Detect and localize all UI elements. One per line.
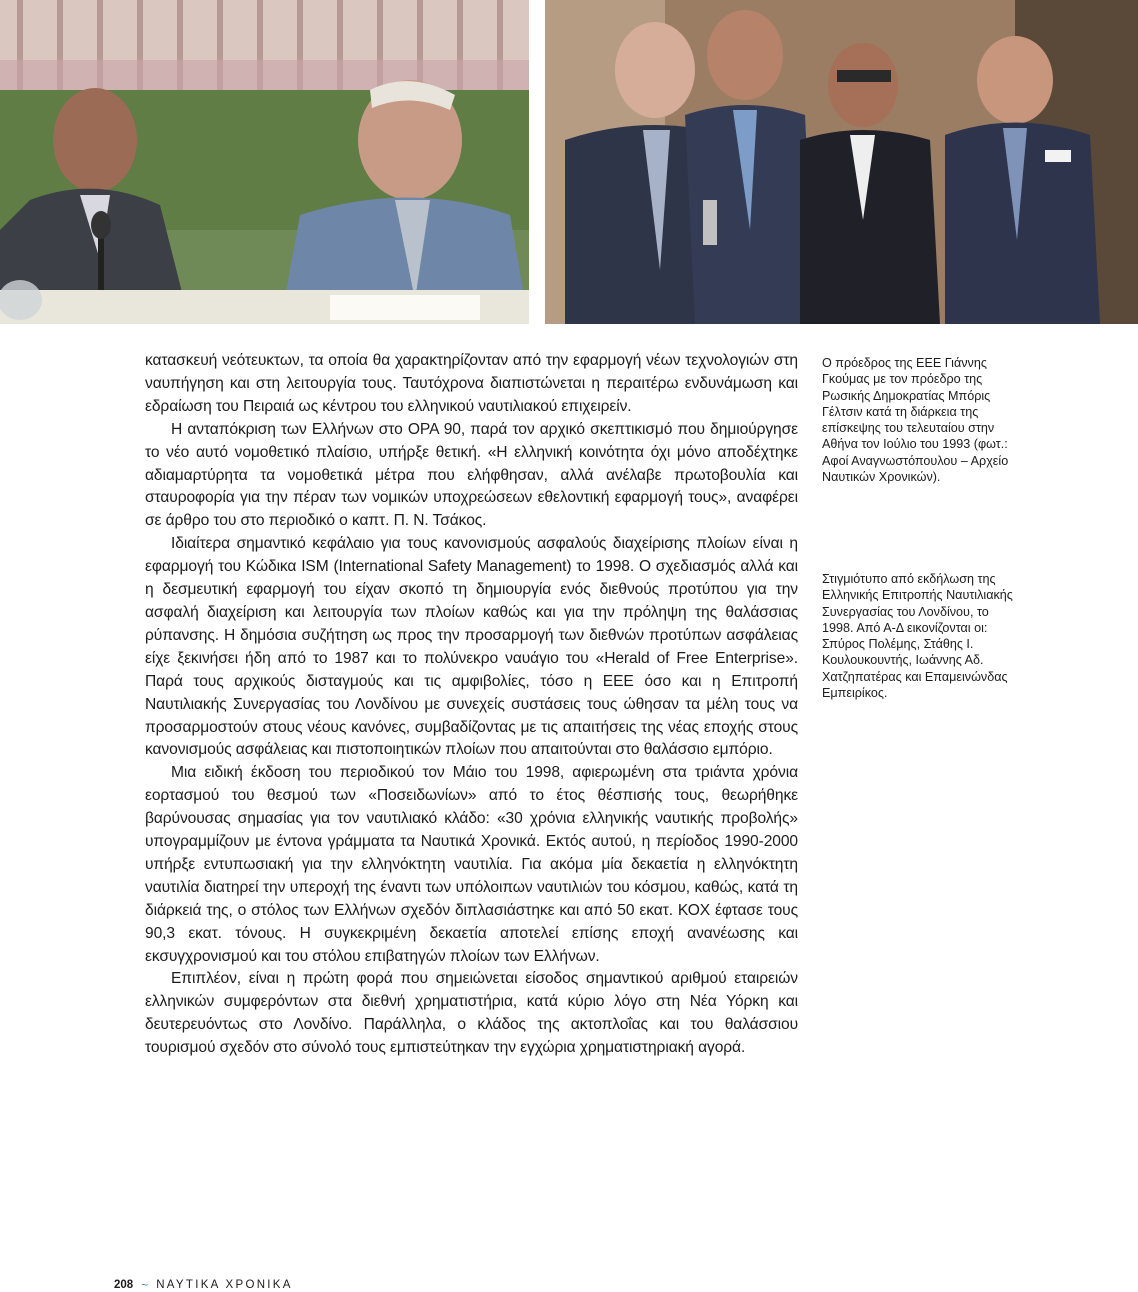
article-paragraph: κατασκευή νεότευκτων, τα οποία θα χαρακτηρίζονταν από την εφαρμογή νέων τεχνολογιών στη ναυπήγηση και στη λειτουργία τους. Ταυτόχρονα διαπιστώνεται η περαιτέρω ενδυνάμωση και εδραίωση του Πειραιά ως κέντρου του ελληνικού ναυτιλιακού επιχειρείν. [145, 352, 798, 415]
caption-first-photo: Ο πρόεδρος της ΕΕΕ Γιάννης Γκούμας με τον πρόεδρο της Ρωσικής Δημοκρατίας Μπόρις Γέλτσιν κατά τη διάρκεια της επίσκεψης του τελευταίου στην Αθήνα τον Ιούλιο του 1993 (φωτ.: Αφοί Αναγνωστόπουλου – Αρχείο Ναυτικών Χρονικών). [822, 356, 1009, 485]
photo-signing-image [0, 0, 529, 324]
article-paragraph: Μια ειδική έκδοση του περιοδικού τον Μάιο του 1998, αφιερωμένη στα τριάντα χρόνια εορτασμού του θεσμού των «Ποσειδωνίων» από το έτος θέσπισής τους, θεωρήθηκε βαρύνουσας σημασίας για τον ναυτιλιακό κλάδο: «30 χρόνια ελληνικής ναυτικής προβολής» υπογραμμίζουν με έντονα γράμματα τα Ναυτικά Χρονικά. Εκτός αυτού, η περίοδος 1990-2000 υπήρξε εντυπωσιακή για την ελληνόκτητη ναυτιλία. Για ακόμα μία δεκαετία η ελληνόκτητη ναυτιλία διατηρεί την υπεροχή της έναντι των υπόλοιπων ναυτιλιών του κόσμου, καθώς, κατά τη διάρκειά της, ο στόλος των Ελλήνων σχεδόν διπλασιάστηκε και από 50 εκατ. ΚΟΧ έφτασε τους 90,3 εκατ. τόνους. Η συγκεκριμένη δεκαετία αποτελεί επίσης εποχή ανανέωσης και εκσυγχρονισμού και του στόλου επιβατηγών πλοίων των Ελλήνων. [145, 764, 798, 965]
photo-group-image [545, 0, 1138, 324]
article-paragraph: Επιπλέον, είναι η πρώτη φορά που σημειώνεται είσοδος σημαντικού αριθμού εταιρειών ελληνικών συμφερόντων στα διεθνή χρηματιστήρια, κατά κύριο λόγο στη Νέα Υόρκη και δευτερευόντως στο Λονδίνο. Παράλληλα, ο κλάδος της ακτοπλοΐας και του θαλάσσιου τουρισμού σχεδόν στο σύνολό τους εμπιστεύτηκαν την εγχώρια χρηματιστηριακή αγορά. [145, 970, 798, 1057]
page-footer [114, 1278, 293, 1292]
page-number: 208 [114, 1279, 134, 1291]
caption-second-photo: Στιγμιότυπο από εκδήλωση της Ελληνικής Επιτροπής Ναυτιλιακής Συνεργασίας του Λονδίνου, το 1998. Από Α-Δ εικονίζονται οι: Σπύρος Πολέμης, Στάθης Ι. Κουλουκουντής, Ιωάννης Αδ. Χατζηπατέρας και Επαμεινώνδας Εμπειρίκος. [822, 572, 1013, 701]
article-paragraph: Η ανταπόκριση των Ελλήνων στο ΟΡΑ 90, παρά τον αρχικό σκεπτικισμό που δημιούργησε το νέο αυτό νομοθετικό πλαίσιο, υπήρξε θετική. «Η ελληνική κοινότητα όχι μόνο αποδέχτηκε αδιαμαρτύρητα τα νομοθετικά μέτρα που ελήφθησαν, αλλά ανέλαβε πρωτοβουλία και σταυροφορία για την πέραν των νομικών υποχρεώσεων εθελοντική εφαρμογή τους», αναφέρει σε άρθρο του στο περιοδικό ο καπτ. Π. Ν. Τσάκος. [145, 420, 798, 530]
magazine-name: ΝΑΥΤΙΚΑ ΧΡΟΝΙΚΑ [156, 1279, 293, 1291]
article-body [145, 350, 798, 1060]
photo-group [545, 0, 1138, 324]
photo-signing [0, 0, 529, 324]
footer-separator: ~ [141, 1278, 149, 1292]
article-paragraph: Ιδιαίτερα σημαντικό κεφάλαιο για τους κανονισμούς ασφαλούς διαχείρισης πλοίων είναι η εφαρμογή του Κώδικα ISM (International Safety Management) το 1998. Ο σχεδιασμός αλλά και η δεσμευτική εφαρμογή του είχαν σκοπό τη δημιουργία ενός διεθνούς προτύπου για την ασφαλή διαχείριση και λειτουργία των πλοίων καθώς και για την πρόληψη της θαλάσσιας ρύπανσης. Η δημόσια συζήτηση ως προς την προσαρμογή των διεθνών προτύπων ασφάλειας είχε ξεκινήσει ήδη από το 1987 και το πολύνεκρο ναυάγιο του «Herald of Free Enterprise». Παρά τους αρχικούς δισταγμούς και τις αμφιβολίες, τόσο η ΕΕΕ όσο και η Επιτροπή Ναυτιλιακής Συνεργασίας του Λονδίνου με συνεχείς συστάσεις τους ώθησαν τα μέλη τους να προσαρμοστούν στους νέους κανόνες, συμβαδίζοντας με τις απαιτήσεις της νέας εποχής στους κανονισμούς ασφάλειας και πιστοποιητικών πλοίων που απαιτούνται στο θαλάσσιο εμπόριο. [145, 535, 798, 759]
